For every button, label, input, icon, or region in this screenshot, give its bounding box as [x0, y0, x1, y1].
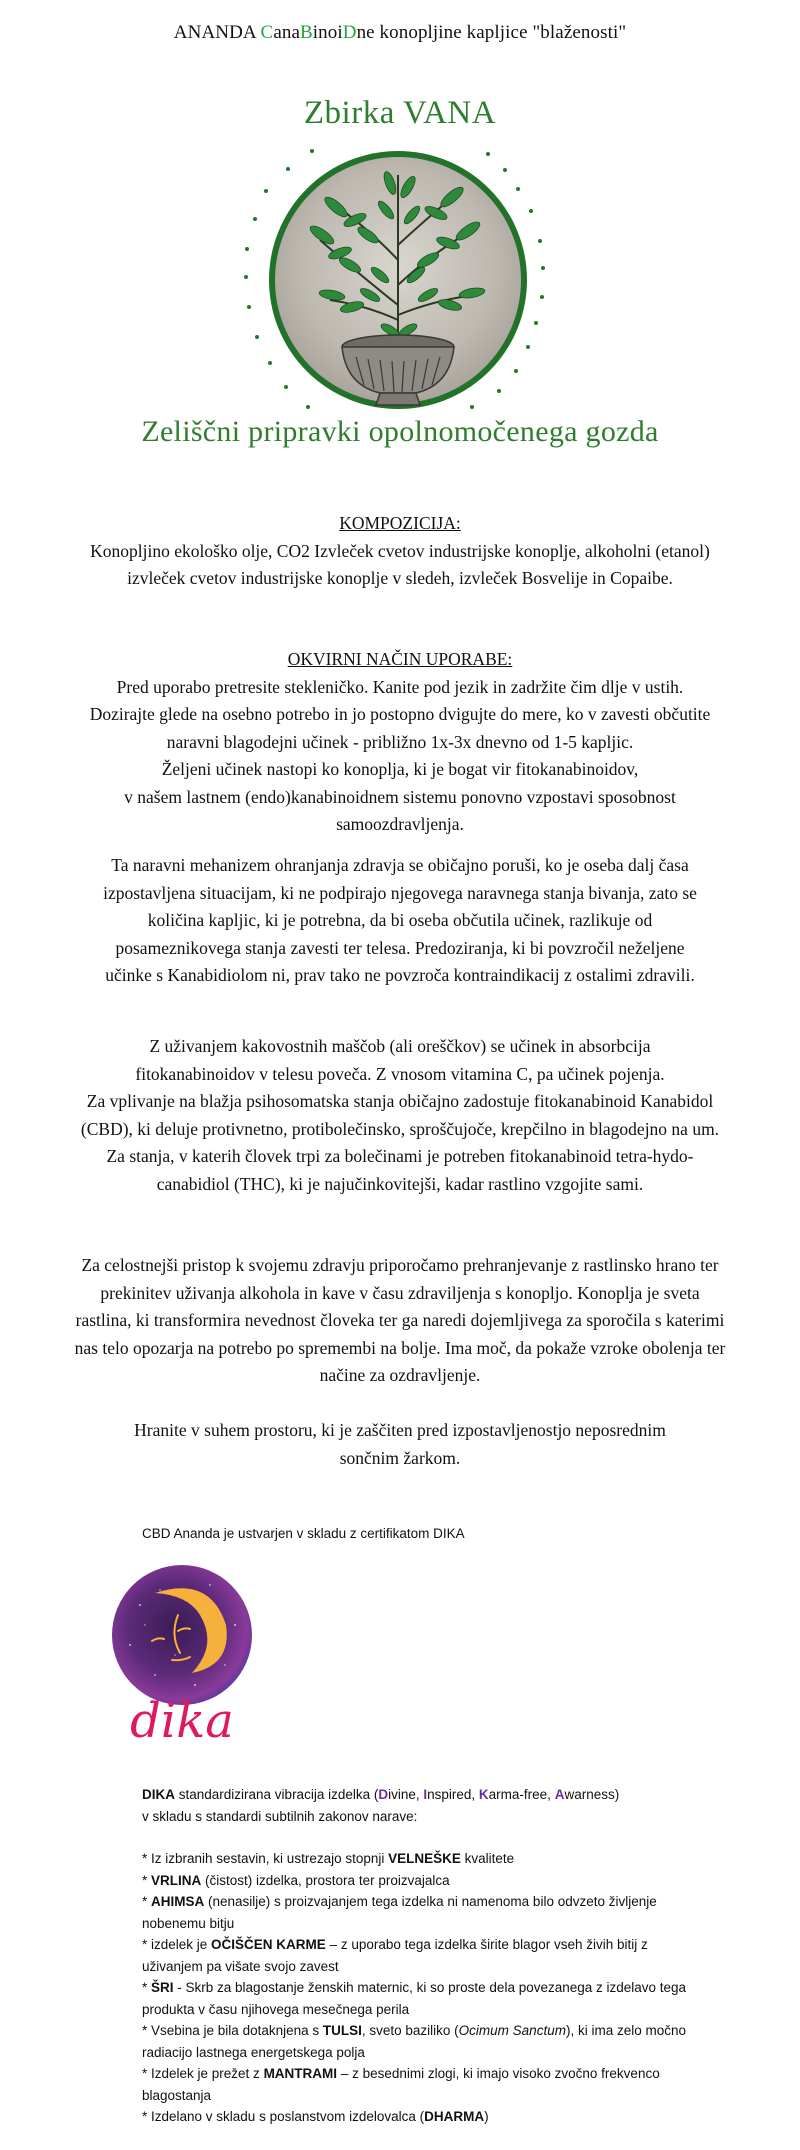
item-text: *: [142, 1894, 152, 1909]
item-text: ): [484, 2109, 489, 2124]
fats-text: Z uživanjem kakovostnih maščob (ali oreščkov) se učinek in absorbcija fitokanabinoidov v telesu poveča. Z vnosom vitamina C, pa učinek pojenja.: [135, 1036, 665, 1084]
list-item: [142, 1891, 712, 1934]
certificate-line: CBD Ananda je ustvarjen v skladu z certifikatom DIKA: [142, 1526, 465, 1541]
logo-subtitle: Zeliščni pripravki opolnomočenega gozda: [141, 415, 659, 448]
dika-intro: [142, 1784, 712, 1806]
composition-heading: KOMPOZICIJA:: [339, 513, 461, 533]
item-text: * izdelek je: [142, 1937, 212, 1952]
acronym-letter: I: [423, 1787, 428, 1802]
item-text: * Iz izbranih sestavin, ki ustrezajo stopnji: [142, 1851, 389, 1866]
logo-title: Zbirka VANA: [303, 95, 497, 131]
item-text: kvalitete: [460, 1851, 515, 1866]
storage-section: [80, 1417, 720, 1472]
dika-intro-text: standardizirana vibracija izdelka (: [175, 1787, 379, 1802]
acronym-rest: arma-free,: [488, 1787, 555, 1802]
composition-text: Konopljino ekološko olje, CO2 Izvleček cvetov industrijske konoplje, alkoholni (etanol) izvleček cvetov industrijske konoplje v sledeh, izvleček Bosvelije in Copaibe.: [90, 540, 710, 588]
item-bold: TULSI: [322, 2023, 362, 2038]
acronym-letter: D: [378, 1787, 389, 1802]
mechanism-section: [80, 852, 720, 990]
vana-logo: [240, 95, 560, 425]
list-item: [142, 1934, 712, 1977]
item-bold: MANTRAMI: [263, 2066, 338, 2081]
mechanism-text: Ta naravni mehanizem ohranjanja zdravja se običajno poruši, ko je oseba dalj časa izpostavljena situacijam, ki ne podpirajo njegovega naravnega stanja bivanja, zato se količina kapljic, ki je potrebna, da bi oseba občutila učinek, razlikuje od posameznikovega stanja zavesti ter telesa. Predoziranja, ki bi povzročil neželjene učinke s Kanabidiolom ni, prav tako ne povzroča kontraindikacij z ostalimi zdravili.: [103, 855, 697, 985]
holistic-text: Za celostnejši pristop k svojemu zdravju priporočamo prehranjevanje z rastlinsko hrano ter prekinitev uživanja alkohola in kave v času zdraviljenja s konopljo. Konoplja je sveta rastlina, ki transformira nevednost človeka ter ga naredi dojemljivega za sporočila s katerimi nas telo opozarja na potrebo po spremembi na bolje. Ima moč, da pokaže vzroke obolenja ter načine za ozdravljenje.: [74, 1255, 726, 1385]
page-title: [0, 22, 800, 44]
thc-text: Za stanja, v katerih človek trpi za bolečinami je potreben fitokanabinoid tetra-hydo-canabidiol (THC), ki je najučinkovitejši, kadar rastlino vzgojite sami.: [106, 1146, 694, 1194]
cbd-text: Za vplivanje na blažja psihosomatska stanja običajno zadostuje fitokanabinoid Kanabidol (CBD), ki deluje protivnetno, protibolečinsko, sproščujoče, krepčilno in blagodejno na um.: [80, 1091, 720, 1139]
acronym-rest: ivine,: [388, 1787, 424, 1802]
usage-line: Dozirajte glede na osebno potrebo in jo postopno dvigujte do mere, ko v zavesti občutite naravni blagodejni učinek - približno 1x-3x dnevno od 1-5 kapljic.: [89, 704, 711, 752]
usage-line: Željeni učinek nastopi ko konoplja, ki je bogat vir fitokanabinoidov,: [161, 759, 639, 779]
item-italic: Ocimum Sanctum: [458, 2023, 566, 2038]
item-text: * Izdelano v skladu s poslanstvom izdelovalca (: [142, 2109, 425, 2124]
acronym-rest: nspired,: [427, 1787, 479, 1802]
moon-face-icon: [100, 1565, 270, 1765]
item-text: *: [142, 1872, 152, 1888]
item-text: , sveto baziliko (: [361, 2023, 459, 2038]
title-part-accent: D: [342, 22, 357, 43]
item-bold: VRLINA: [151, 1872, 202, 1888]
item-bold: VELNEŠKE: [388, 1851, 461, 1866]
usage-line: Pred uporabo pretresite stekleničko. Kanite pod jezik in zadržite čim dlje v ustih.: [116, 676, 684, 697]
title-part: inoi: [312, 22, 343, 43]
holistic-section: [74, 1252, 726, 1390]
acronym-rest: warness): [564, 1787, 620, 1802]
list-item: [142, 1848, 712, 1870]
list-item: [142, 2020, 712, 2063]
item-text: * Izdelek je prežet z: [142, 2066, 264, 2081]
list-item: [142, 2063, 712, 2106]
usage-section: [80, 646, 720, 839]
item-text: - Skrb za blagostanje ženskih maternic, ki so proste dela povezanega z izdelavo tega produkta v času njihovega mesečnega perila: [142, 1980, 687, 2017]
acronym-letter: A: [554, 1787, 565, 1802]
item-bold: OČIŠČEN KARME: [211, 1937, 326, 1952]
acronym-letter: K: [478, 1787, 489, 1802]
dika-logo-text: dika: [130, 1693, 234, 1749]
list-item: [142, 1870, 712, 1892]
dika-intro-line2: v skladu s standardi subtilnih zakonov narave:: [142, 1808, 418, 1824]
item-bold: DHARMA: [424, 2109, 485, 2124]
item-text: *: [142, 1980, 152, 1995]
item-text: * Vsebina je bila dotaknjena s: [142, 2023, 323, 2038]
title-part-accent: C: [260, 22, 274, 43]
storage-text: Hranite v suhem prostoru, ki je zaščiten pred izpostavljenostjo neposrednim sončnim žarkom.: [134, 1420, 666, 1468]
composition-section: [80, 510, 720, 593]
item-text: – z uporabo tega izdelka širite blagor vseh živih bitij z uživanjem pa višate svojo zavest: [142, 1937, 648, 1974]
item-bold: AHIMSA: [151, 1894, 205, 1909]
dika-logo: [100, 1565, 270, 1765]
item-text: (čistost) izdelka, prostora ter proizvajalca: [201, 1872, 450, 1888]
dika-standards: [142, 1784, 712, 2128]
title-part-accent: B: [299, 22, 313, 43]
title-part: ANANDA: [173, 22, 261, 43]
list-item: [142, 2106, 712, 2128]
title-part: ne konopljine kapljice "blaženosti": [356, 22, 627, 43]
usage-heading: OKVIRNI NAČIN UPORABE:: [287, 649, 513, 669]
fats-section: [80, 1033, 720, 1198]
item-bold: ŠRI: [151, 1980, 174, 1995]
item-text: (nenasilje) s proizvajanjem tega izdelka ni namenoma bilo odvzeto življenje nobenemu bitju: [142, 1894, 657, 1931]
title-part: ana: [273, 22, 300, 43]
tree-medallion-icon: [240, 135, 560, 425]
list-item: [142, 1977, 712, 2020]
dika-intro-bold: DIKA: [142, 1787, 175, 1802]
item-text: – z besednimi zlogi, ki imajo visoko zvočno frekvenco blagostanja: [142, 2066, 660, 2103]
usage-line: v našem lastnem (endo)kanabinoidnem sistemu ponovno vzpostavi sposobnost samoozdravljenja.: [124, 786, 676, 834]
item-text: ), ki ima zelo močno radiacijo lastnega energetskega polja: [142, 2023, 686, 2060]
